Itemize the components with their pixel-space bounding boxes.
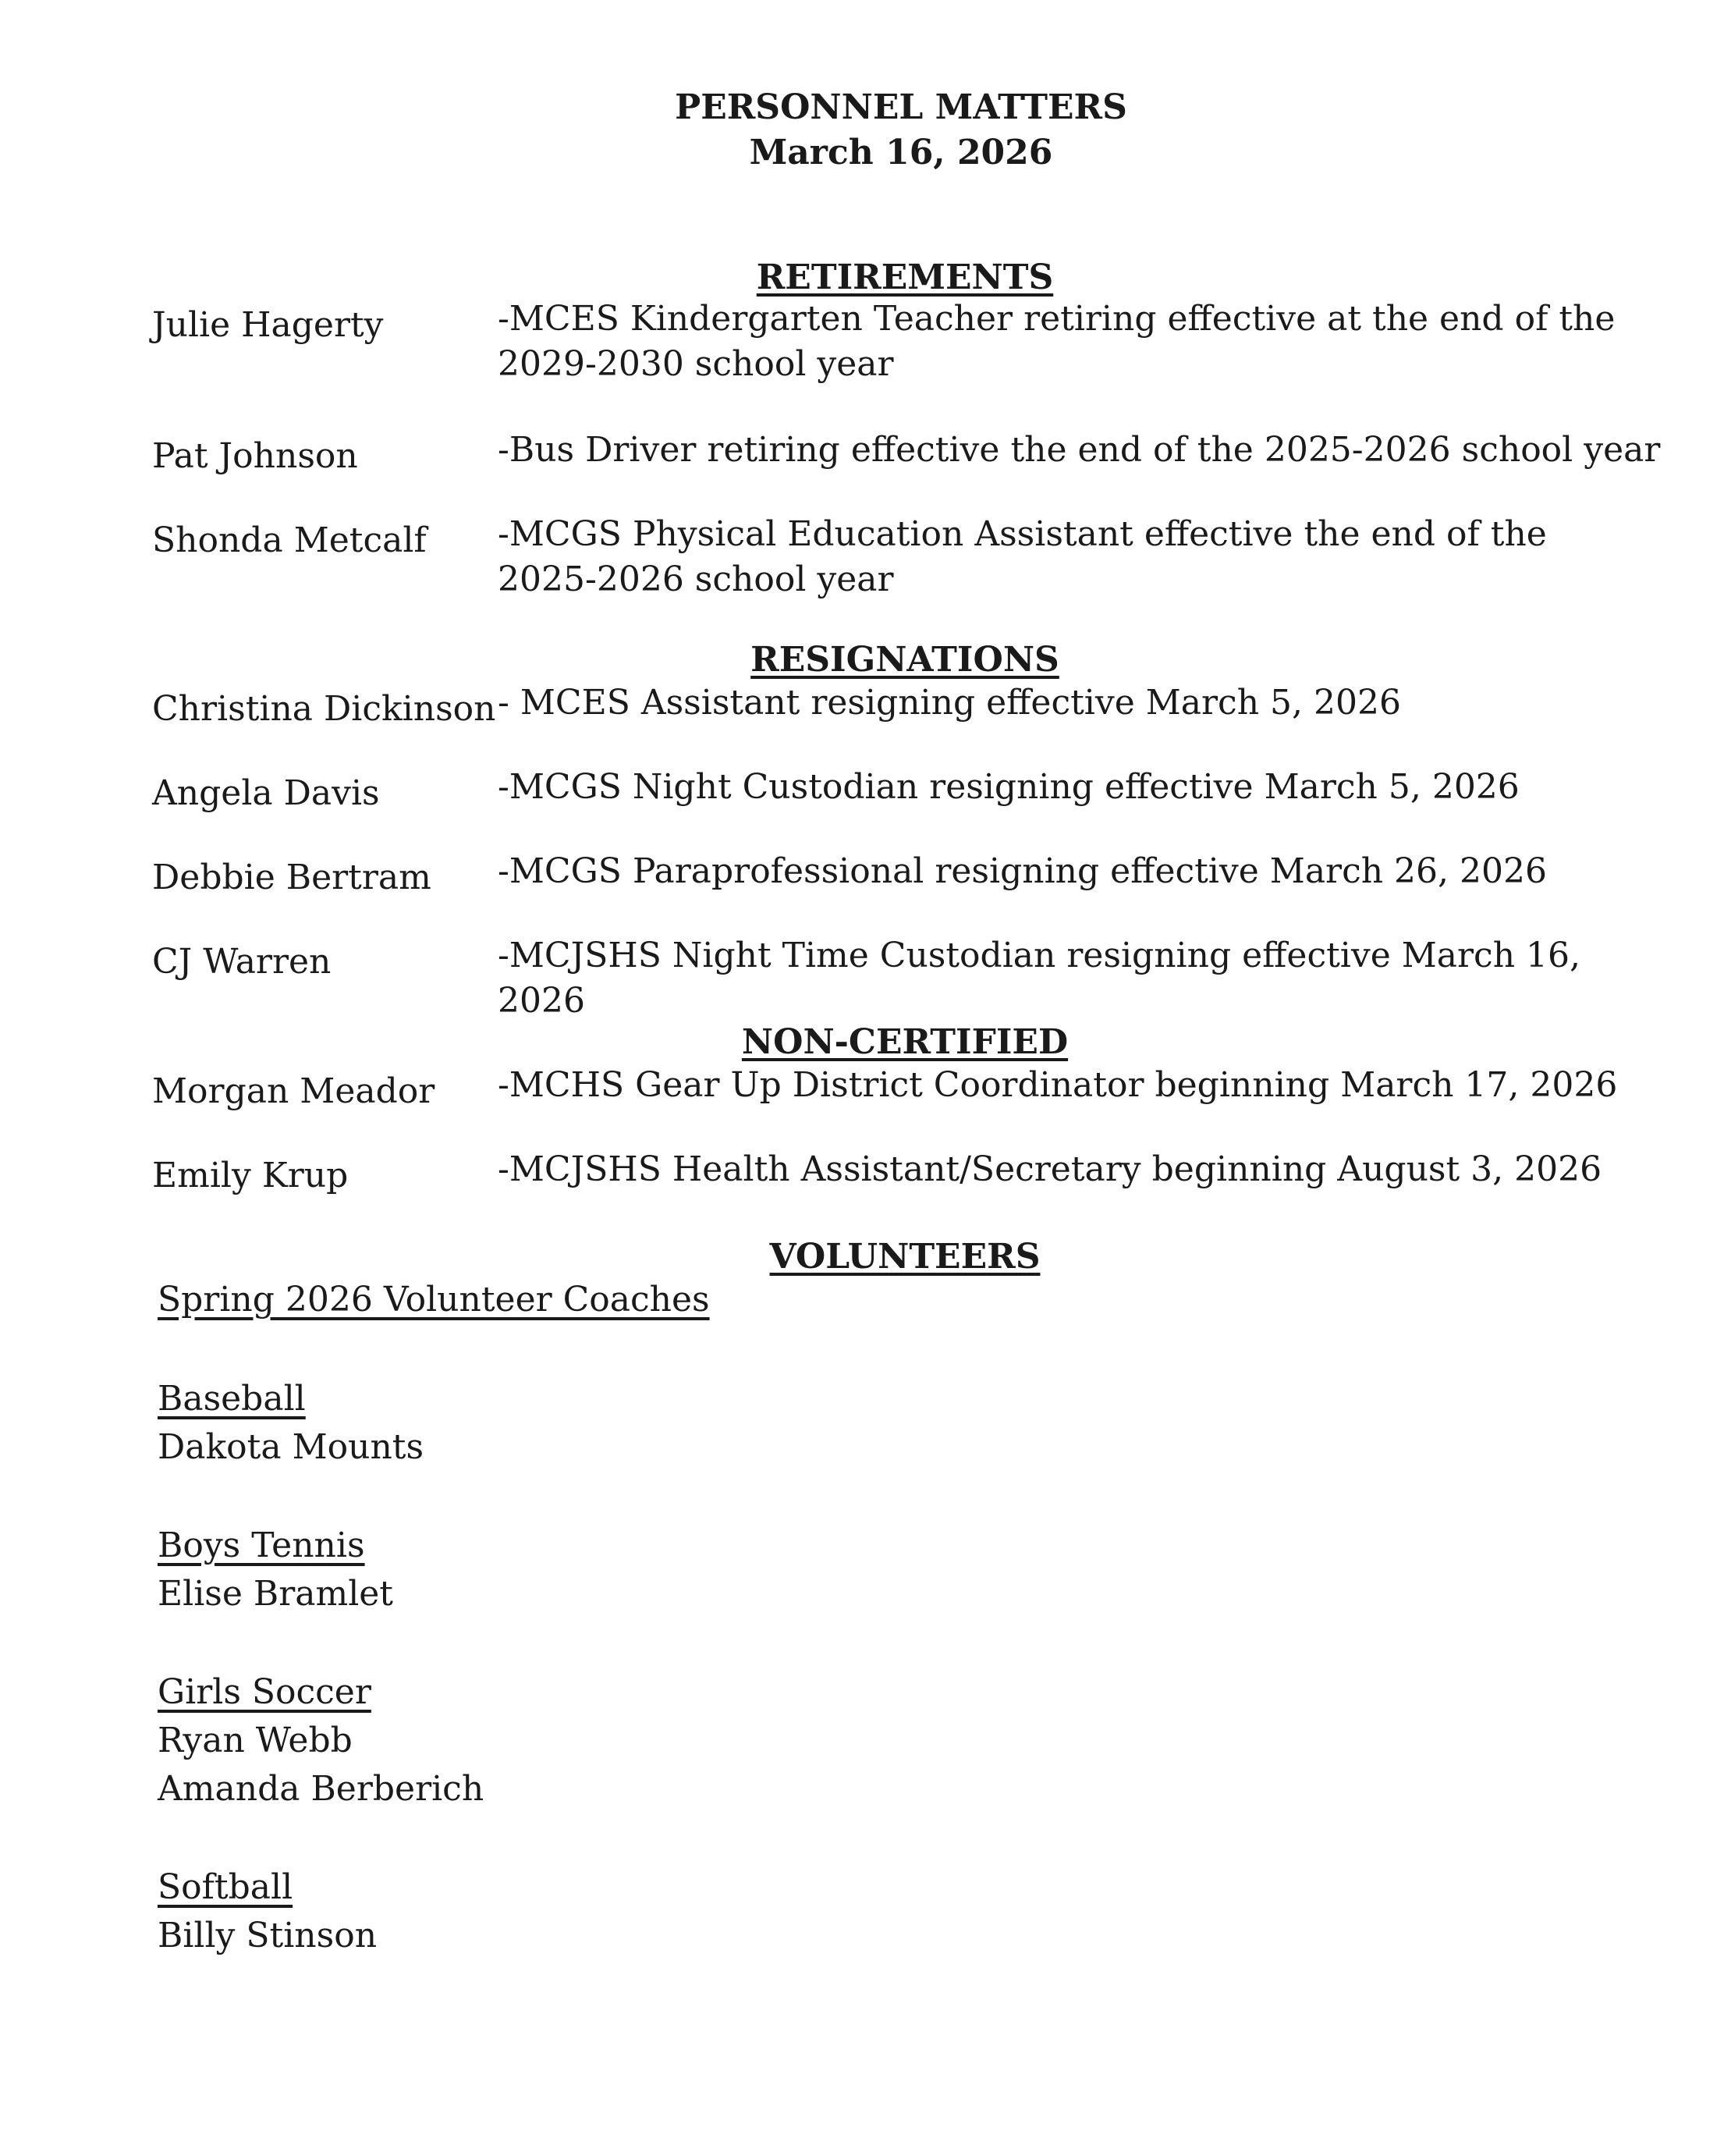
coach-name: Elise Bramlet	[158, 1574, 393, 1614]
employee-action: - MCES Assistant resigning effective March 5, 2026	[498, 683, 1401, 723]
employee-name: Christina Dickinson	[152, 689, 496, 729]
resignations-heading: RESIGNATIONS	[750, 640, 1059, 680]
employee-action: -MCGS Physical Education Assistant effective the end of the 2025-2026 school year	[498, 514, 1547, 599]
employee-name: Julie Hagerty	[152, 305, 384, 345]
employee-name: Pat Johnson	[152, 436, 358, 476]
employee-name: Morgan Meador	[152, 1071, 435, 1111]
employee-name: Angela Davis	[152, 773, 380, 813]
employee-name: CJ Warren	[152, 942, 332, 982]
employee-action: -MCJSHS Health Assistant/Secretary beginning August 3, 2026	[498, 1149, 1602, 1189]
coach-name: Billy Stinson	[158, 1916, 378, 1955]
coach-name: Amanda Berberich	[158, 1769, 484, 1809]
non-certified-heading: NON-CERTIFIED	[741, 1022, 1069, 1062]
sport-label: Boys Tennis	[158, 1526, 365, 1565]
coach-name: Dakota Mounts	[158, 1427, 424, 1467]
sport-label: Girls Soccer	[158, 1672, 371, 1712]
retirements-heading: RETIREMENTS	[756, 258, 1054, 297]
employee-action: -MCJSHS Night Time Custodian resigning effective March 16, 2026	[498, 936, 1580, 1021]
document-date: March 16, 2026	[749, 133, 1053, 172]
volunteers-heading: VOLUNTEERS	[769, 1237, 1041, 1277]
employee-name: Emily Krup	[152, 1156, 349, 1195]
volunteers-subheading: Spring 2026 Volunteer Coaches	[158, 1280, 710, 1320]
sport-label: Softball	[158, 1867, 293, 1907]
employee-action: -Bus Driver retiring effective the end of the 2025-2026 school year	[498, 430, 1661, 470]
employee-name: Debbie Bertram	[152, 858, 431, 897]
employee-action: -MCGS Night Custodian resigning effective March 5, 2026	[498, 767, 1520, 807]
employee-action: -MCHS Gear Up District Coordinator beginning March 17, 2026	[498, 1065, 1618, 1105]
document-title: PERSONNEL MATTERS	[675, 87, 1127, 127]
employee-action: -MCES Kindergarten Teacher retiring effective at the end of the 2029-2030 school year	[498, 299, 1616, 384]
sport-label: Baseball	[158, 1379, 306, 1419]
employee-action: -MCGS Paraprofessional resigning effective March 26, 2026	[498, 851, 1547, 891]
employee-name: Shonda Metcalf	[152, 520, 427, 560]
coach-name: Ryan Webb	[158, 1721, 353, 1760]
